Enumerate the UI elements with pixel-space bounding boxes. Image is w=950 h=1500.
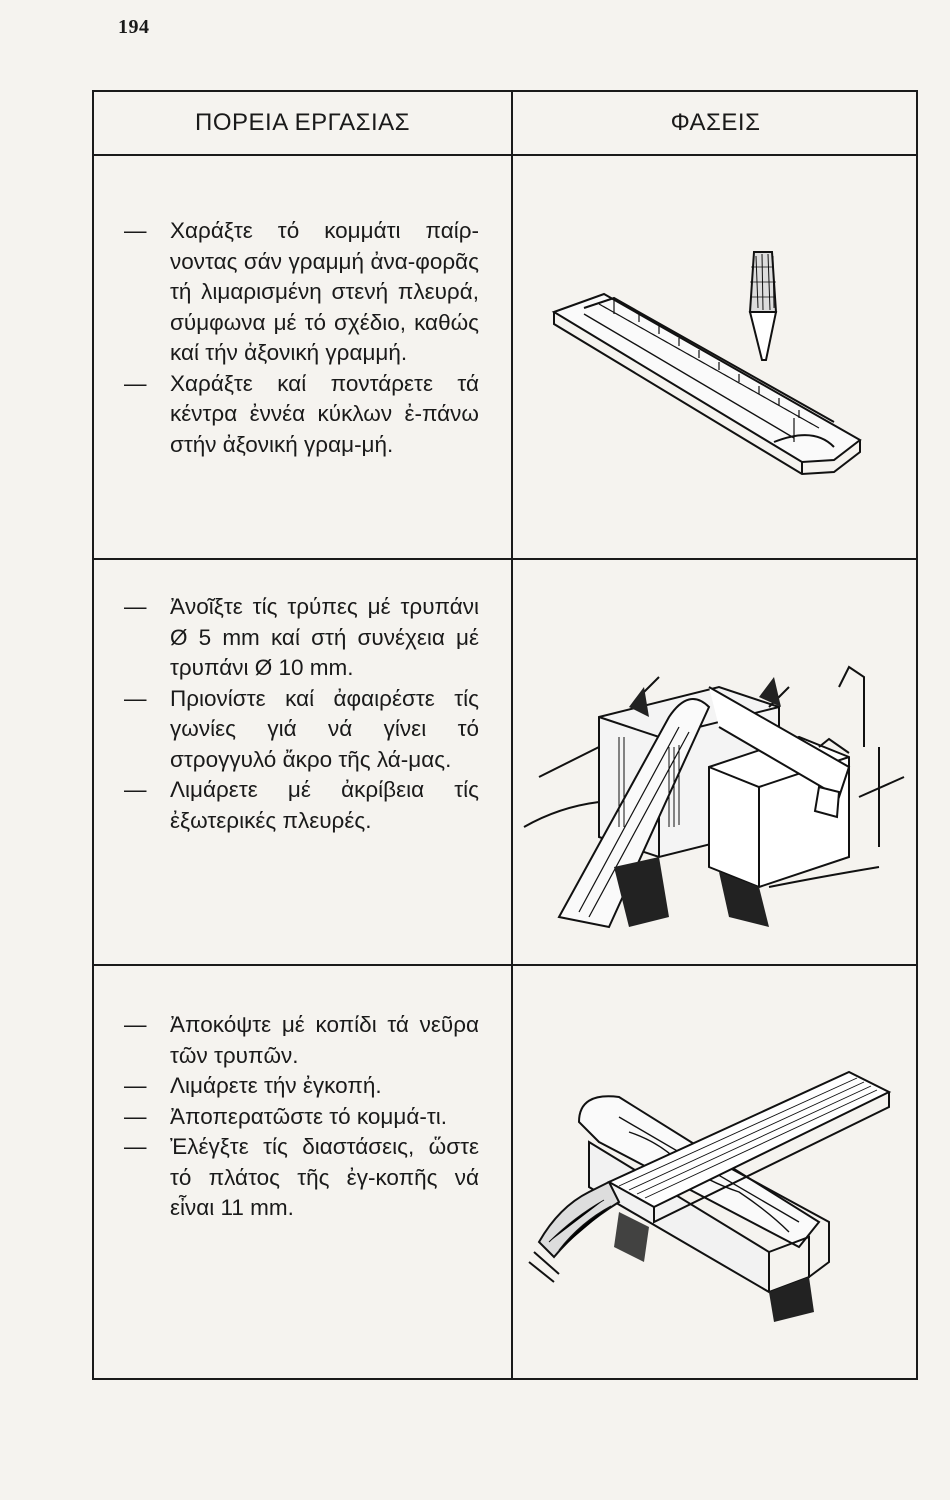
step-item: — Χαράξτε τό κομμάτι παίρ-νοντας σάν γραμμή ἀνα-φορᾶς τή λιμαρισμένη στενή πλευρά, σύμφωνα μέ τό σχέδιο, καθώς καί τήν ἀξονική γραμμή. [124,218,479,365]
row-divider-2 [94,964,916,966]
step-item: — Λιμάρετε μέ ἀκρίβεια τίς ἐξωτερικές πλευρές. [124,777,479,833]
step-item: — Πριονίστε καί ἀφαιρέστε τίς γωνίες γιά νά γίνει τό στρογγυλό ἄκρο τῆς λά-μας. [124,685,479,772]
step-text: Ἐλέγξτε τίς διαστάσεις, ὥστε τό πλάτος τῆς ἐγ-κοπῆς νά εἶναι 11 mm. [170,1134,479,1220]
filing-slot-icon [519,1022,909,1342]
step-text: Ἀποπερατῶστε τό κομμά-τι. [170,1103,447,1129]
step-text: Πριονίστε καί ἀφαιρέστε τίς γωνίες γιά νά γίνει τό στρογγυλό ἄκρο τῆς λά-μας. [170,685,479,772]
step-item: — Χαράξτε καί ποντάρετε τά κέντρα ἐννέα κύκλων ἐ-πάνω στήν ἀξονική γραμ-μή. [124,370,479,457]
step-text: Ἀνοῖξτε τίς τρύπες μέ τρυπάνι Ø 5 mm καί στή συνέχεια μέ τρυπάνι Ø 10 mm. [170,594,479,680]
row-3-steps [94,1010,511,1224]
step-item: — Λιμάρετε τήν ἐγκοπή. [124,1073,382,1098]
column-header-procedure: ΠΟΡΕΙΑ ΕΡΓΑΣΙΑΣ [195,109,410,136]
header-divider [94,154,916,156]
step-text: Χαράξτε καί ποντάρετε τά κέντρα ἐννέα κύκλων ἐ-πάνω στήν ἀξονική γραμ-μή. [170,370,479,457]
step-item: — Ἀνοῖξτε τίς τρύπες μέ τρυπάνι Ø 5 mm καί στή συνέχεια μέ τρυπάνι Ø 10 mm. [124,594,479,680]
row-2-steps [94,592,511,836]
column-header-phases: ΦΑΣΕΙΣ [670,109,761,136]
scriber-marking-icon [544,242,884,482]
work-procedure-table [92,90,918,1380]
step-item: — Ἐλέγξτε τίς διαστάσεις, ὥστε τό πλάτος τῆς ἐγ-κοπῆς νά εἶναι 11 mm. [124,1134,479,1220]
step-text: Χαράξτε τό κομμάτι παίρ-νοντας σάν γραμμή ἀνα-φορᾶς τή λιμαρισμένη στενή πλευρά, σύμφωνα μέ τό σχέδιο, καθώς καί τήν ἀξονική γραμμή. [170,218,479,365]
row-divider-1 [94,558,916,560]
step-text: Ἀποκόψτε μέ κοπίδι τά νεῦρα τῶν τρυπῶν. [170,1012,479,1068]
row-1-steps [94,216,511,460]
page-number: 194 [118,16,150,38]
step-text: Λιμάρετε τήν ἐγκοπή. [170,1073,382,1098]
step-item: — Ἀποπερατῶστε τό κομμά-τι. [124,1103,447,1129]
step-item: — Ἀποκόψτε μέ κοπίδι τά νεῦρα τῶν τρυπῶν. [124,1012,479,1068]
column-divider [511,92,513,1378]
step-text: Λιμάρετε μέ ἀκρίβεια τίς ἐξωτερικές πλευρές. [170,777,479,833]
vise-sawing-icon [519,627,909,947]
